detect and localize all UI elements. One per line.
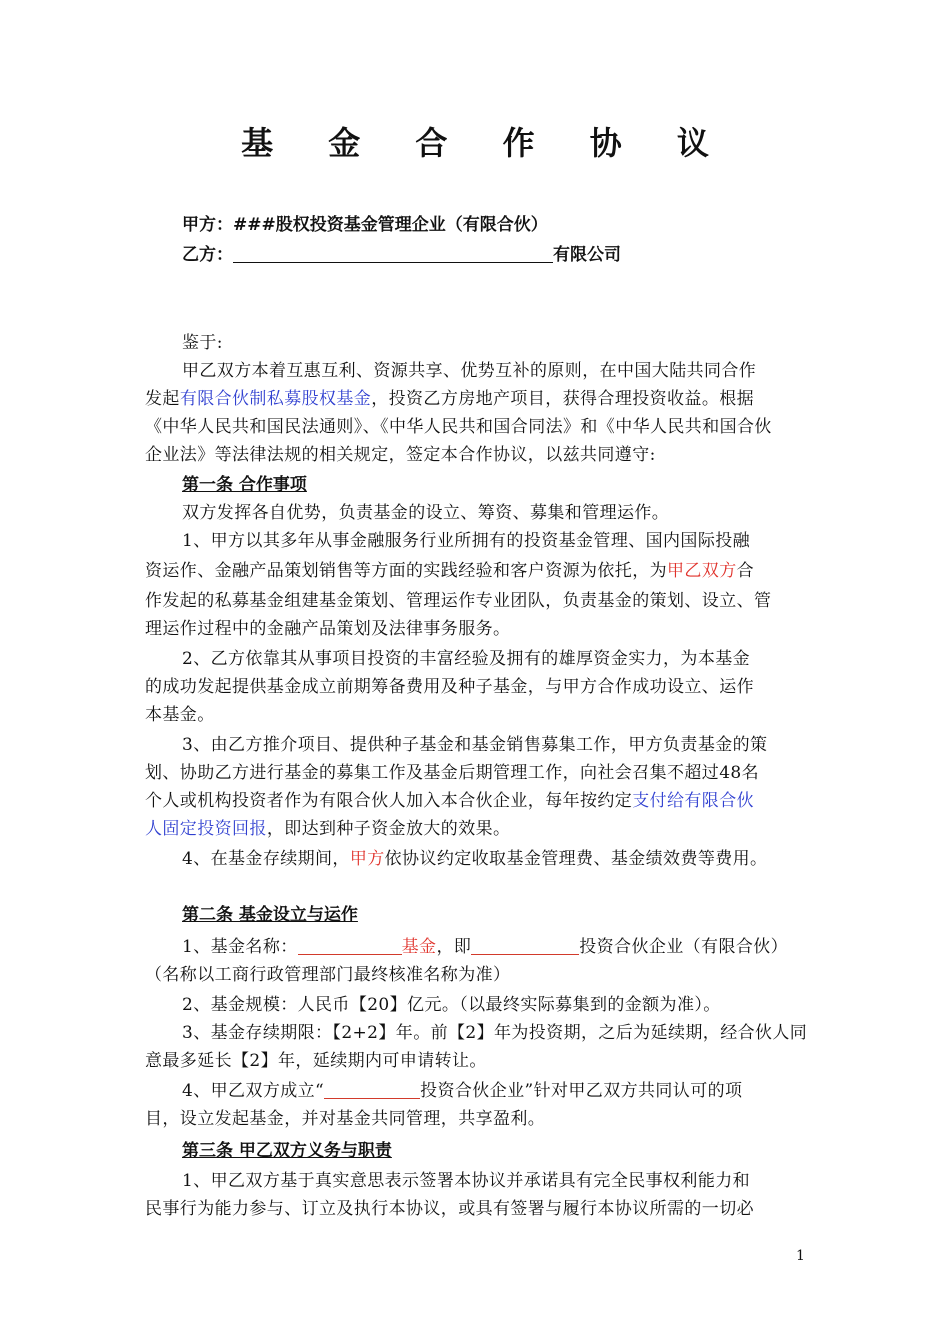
art2-p1-line2: （名称以工商行政管理部门最终核准名称为准） <box>145 965 511 985</box>
intro-line-3: 《中华人民共和国民法通则》、《中华人民共和国合同法》和《中华人民共和国合伙 <box>145 417 772 437</box>
art1-p3-line3 <box>145 786 810 811</box>
text: 合 <box>736 561 755 581</box>
text: 1、基金名称： <box>182 937 298 957</box>
text: ，投资乙方房地产项目，获得合理投资收益。根据 <box>371 389 755 409</box>
art2-p4-line2: 目，设立发起基金，并对基金共同管理，共享盈利。 <box>145 1109 546 1129</box>
art1-p3-line4 <box>145 814 810 839</box>
party-b-line <box>182 240 621 265</box>
article-1-heading: 第一条 合作事项 <box>182 475 307 495</box>
text: 投资合伙企业（有限合伙） <box>579 937 789 957</box>
intro-line-1: 甲乙双方本着互惠互利、资源共享、优势互补的原则，在中国大陆共同合作 <box>182 361 757 381</box>
art1-p2-line3: 本基金。 <box>145 705 215 725</box>
text: 依协议约定收取基金管理费、基金绩效费等费用。 <box>384 849 768 869</box>
fund-type-highlight: 有限合伙制私募股权基金 <box>179 389 372 409</box>
art1-p3-line1: 3、由乙方推介项目、提供种子基金和基金销售募集工作，甲方负责基金的策 <box>182 735 768 755</box>
intro-line-2 <box>145 384 810 409</box>
fund-name-blank <box>298 938 402 955</box>
text: 发起 <box>145 389 180 409</box>
art1-p2-line2: 的成功发起提供基金成立前期筹备费用及种子基金，与甲方合作成功设立、运作 <box>145 677 754 697</box>
text: ，即 <box>436 937 472 957</box>
art1-p2-line1: 2、乙方依靠其从事项目投资的丰富经验及拥有的雄厚资金实力，为本基金 <box>182 649 751 669</box>
art3-p1-line2: 民事行为能力参与、订立及执行本协议，或具有签署与履行本协议所需的一切必 <box>145 1199 754 1219</box>
art1-p1-line3: 作发起的私募基金组建基金策划、管理运作专业团队，负责基金的策划、设立、管 <box>145 591 772 611</box>
return-highlight: 支付给有限合伙 <box>632 791 755 811</box>
art2-p3-line2: 意最多延长【2】年，延续期内可申请转让。 <box>145 1051 487 1071</box>
art2-p4-line1 <box>182 1076 810 1101</box>
art1-p3-line2: 划、协助乙方进行基金的募集工作及基金后期管理工作，向社会召集不超过48名 <box>145 763 760 783</box>
art1-p1-line4: 理运作过程中的金融产品策划及法律事务服务。 <box>145 619 511 639</box>
party-b-suffix: 有限公司 <box>553 245 621 265</box>
text: 资运作、金融产品策划销售等方面的实践经验和客户资源为依托，为 <box>145 561 667 581</box>
return-highlight: 人固定投资回报 <box>145 819 267 839</box>
text: 4、甲乙双方成立“ <box>182 1081 325 1101</box>
art2-p3-line1: 3、基金存续期限：【2+2】年。前【2】年为投资期，之后为延续期，经合伙人同 <box>182 1023 808 1043</box>
party-a-line: 甲方：###股权投资基金管理企业（有限合伙） <box>182 215 548 235</box>
whereas-label: 鉴于: <box>182 333 223 353</box>
fund-highlight: 基金 <box>401 937 437 957</box>
partnership-blank <box>324 1082 420 1099</box>
party-b-label: 乙方： <box>182 245 233 265</box>
party-a-highlight: 甲方 <box>349 849 385 869</box>
art3-p1-line1: 1、甲乙双方基于真实意思表示签署本协议并承诺具有完全民事权利能力和 <box>182 1171 751 1191</box>
document-title: 基 金 合 作 协 议 <box>241 124 731 162</box>
article-2-heading: 第二条 基金设立与运作 <box>182 905 358 925</box>
partnership-name-blank <box>471 938 579 955</box>
text: ，即达到种子资金放大的效果。 <box>266 819 511 839</box>
art2-p2: 2、基金规模：人民币【20】亿元。（以最终实际募集到的金额为准）。 <box>182 995 721 1015</box>
article-3-heading: 第三条 甲乙双方义务与职责 <box>182 1141 392 1161</box>
text: 个人或机构投资者作为有限合伙人加入本合伙企业，每年按约定 <box>145 791 633 811</box>
party-b-blank <box>233 246 553 263</box>
text: 4、在基金存续期间， <box>182 849 350 869</box>
art1-p1-line2 <box>145 556 810 581</box>
art1-p0: 双方发挥各自优势，负责基金的设立、筹资、募集和管理运作。 <box>182 503 670 523</box>
art1-p1-line1: 1、甲方以其多年从事金融服务行业所拥有的投资基金管理、国内国际投融 <box>182 531 751 551</box>
parties-highlight: 甲乙双方 <box>667 561 737 581</box>
page-number: 1 <box>796 1248 805 1264</box>
intro-line-4: 企业法》等法律法规的相关规定，签定本合作协议，以兹共同遵守: <box>145 445 656 465</box>
art2-p1-line1 <box>182 932 810 957</box>
art1-p4 <box>182 844 810 869</box>
text: 投资合伙企业”针对甲乙双方共同认可的项 <box>420 1081 743 1101</box>
